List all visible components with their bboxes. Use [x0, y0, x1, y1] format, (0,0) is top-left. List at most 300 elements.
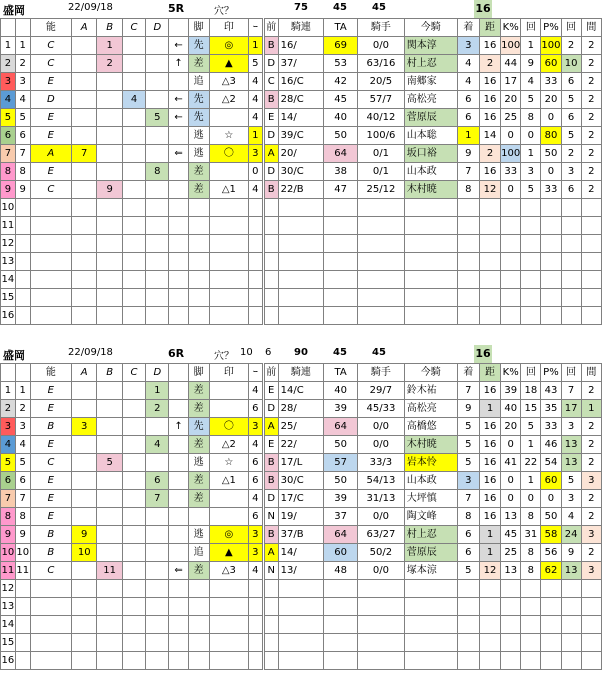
minus-cell[interactable]: 3 — [248, 526, 263, 544]
jockey-rate-cell[interactable]: 22/ — [278, 436, 324, 454]
count-cell[interactable]: 22 — [521, 454, 541, 472]
column-header[interactable]: ｰ — [248, 19, 263, 37]
finish-cell[interactable]: 3 — [457, 37, 479, 55]
cell[interactable] — [209, 634, 248, 652]
distance-cell[interactable]: 1 — [479, 544, 500, 562]
cell[interactable] — [501, 307, 521, 325]
count-cell[interactable]: 5 — [521, 418, 541, 436]
k-percent-cell[interactable]: 25 — [501, 109, 521, 127]
cell[interactable] — [404, 307, 457, 325]
p-percent-cell[interactable]: 58 — [541, 526, 561, 544]
cell[interactable] — [457, 616, 479, 634]
table-row-empty[interactable] — [1, 199, 602, 217]
cell[interactable] — [15, 652, 30, 670]
column-header[interactable]: 騎連 — [278, 19, 324, 37]
jockey-rate-cell[interactable]: 30/C — [278, 163, 324, 181]
minus-cell[interactable]: 4 — [248, 73, 263, 91]
ability-cell[interactable]: E — [30, 127, 71, 145]
p-percent-cell[interactable]: 54 — [541, 454, 561, 472]
mark-cell[interactable] — [209, 400, 248, 418]
finish-cell[interactable]: 5 — [457, 562, 479, 580]
cell[interactable] — [71, 199, 96, 217]
rank-c-cell[interactable] — [122, 55, 145, 73]
cell[interactable] — [521, 616, 541, 634]
finish-cell[interactable]: 8 — [457, 508, 479, 526]
mark-cell[interactable]: △3 — [209, 562, 248, 580]
minus-cell[interactable]: 4 — [248, 436, 263, 454]
jockey-rate-cell[interactable]: 14/ — [278, 109, 324, 127]
ta-cell[interactable]: 57 — [324, 454, 358, 472]
arrow-cell[interactable]: ↑ — [169, 418, 188, 436]
k-percent-cell[interactable]: 17 — [501, 73, 521, 91]
arrow-cell[interactable] — [169, 454, 188, 472]
rank-c-cell[interactable] — [122, 382, 145, 400]
running-style-cell[interactable]: 先 — [188, 91, 209, 109]
horse-number-cell[interactable]: 6 — [15, 472, 30, 490]
count-cell[interactable]: 13 — [561, 454, 581, 472]
cell[interactable] — [188, 253, 209, 271]
rank-b-cell[interactable]: 1 — [97, 37, 122, 55]
k-percent-cell[interactable]: 20 — [501, 418, 521, 436]
cell[interactable] — [97, 616, 122, 634]
cell[interactable] — [541, 271, 561, 289]
count-cell[interactable]: 13 — [561, 562, 581, 580]
cell[interactable] — [501, 235, 521, 253]
arrow-cell[interactable]: ⇐ — [169, 145, 188, 163]
rank-b-cell[interactable] — [97, 163, 122, 181]
rank-b-cell[interactable] — [97, 145, 122, 163]
cell[interactable] — [122, 616, 145, 634]
interval-cell[interactable]: 2 — [581, 436, 601, 454]
waku-cell[interactable]: 5 — [1, 454, 16, 472]
cell[interactable] — [278, 634, 324, 652]
cell[interactable] — [404, 271, 457, 289]
cell[interactable] — [30, 652, 71, 670]
column-header[interactable]: C — [122, 364, 145, 382]
rank-d-cell[interactable] — [146, 55, 169, 73]
count-cell[interactable]: 6 — [561, 109, 581, 127]
table-row[interactable] — [1, 418, 602, 436]
ta-cell[interactable]: 47 — [324, 181, 358, 199]
ability-cell[interactable]: C — [30, 562, 71, 580]
waku-cell[interactable]: 16 — [1, 652, 16, 670]
cell[interactable] — [358, 616, 405, 634]
table-row[interactable] — [1, 91, 602, 109]
cell[interactable] — [30, 271, 71, 289]
rank-a-cell[interactable]: 9 — [71, 526, 96, 544]
horse-number-cell[interactable]: 5 — [15, 454, 30, 472]
count-cell[interactable]: 3 — [561, 490, 581, 508]
column-header[interactable]: D — [146, 364, 169, 382]
cell[interactable] — [581, 598, 601, 616]
rank-c-cell[interactable] — [122, 562, 145, 580]
column-header[interactable]: 回 — [561, 364, 581, 382]
rank-a-cell[interactable] — [71, 55, 96, 73]
cell[interactable] — [97, 217, 122, 235]
ta-cell[interactable]: 40 — [324, 382, 358, 400]
rank-a-cell[interactable] — [71, 37, 96, 55]
current-jockey-cell[interactable]: 山本政 — [404, 472, 457, 490]
horse-number-cell[interactable]: 8 — [15, 163, 30, 181]
count-cell[interactable]: 4 — [521, 73, 541, 91]
rank-a-cell[interactable] — [71, 436, 96, 454]
cell[interactable] — [146, 634, 169, 652]
cell[interactable] — [404, 253, 457, 271]
interval-cell[interactable]: 2 — [581, 73, 601, 91]
ta-cell[interactable]: 50 — [324, 472, 358, 490]
cell[interactable] — [122, 199, 145, 217]
jockey-cell[interactable]: 0/0 — [358, 508, 405, 526]
cell[interactable] — [404, 598, 457, 616]
waku-cell[interactable]: 2 — [1, 400, 16, 418]
cell[interactable] — [324, 271, 358, 289]
k-percent-cell[interactable]: 25 — [501, 544, 521, 562]
interval-cell[interactable]: 1 — [581, 400, 601, 418]
ability-cell[interactable]: E — [30, 436, 71, 454]
distance-cell[interactable]: 1 — [479, 526, 500, 544]
cell[interactable] — [209, 580, 248, 598]
mark-cell[interactable]: 〇 — [209, 418, 248, 436]
running-style-cell[interactable]: 差 — [188, 562, 209, 580]
interval-cell[interactable]: 3 — [581, 526, 601, 544]
jockey-cell[interactable]: 0/0 — [358, 562, 405, 580]
column-header[interactable]: 着 — [457, 19, 479, 37]
cell[interactable] — [15, 580, 30, 598]
cell[interactable] — [278, 598, 324, 616]
count-cell[interactable]: 1 — [521, 37, 541, 55]
horse-number-cell[interactable]: 6 — [15, 127, 30, 145]
waku-cell[interactable]: 11 — [1, 562, 16, 580]
column-header[interactable]: 着 — [457, 364, 479, 382]
cell[interactable] — [188, 598, 209, 616]
jockey-cell[interactable]: 25/12 — [358, 181, 405, 199]
running-style-cell[interactable]: 先 — [188, 109, 209, 127]
cell[interactable] — [122, 634, 145, 652]
cell[interactable] — [358, 634, 405, 652]
interval-cell[interactable]: 2 — [581, 55, 601, 73]
count-cell[interactable]: 5 — [561, 91, 581, 109]
previous-cell[interactable]: B — [263, 37, 278, 55]
rank-c-cell[interactable] — [122, 127, 145, 145]
ta-cell[interactable]: 50 — [324, 436, 358, 454]
cell[interactable] — [248, 199, 263, 217]
column-header[interactable] — [15, 19, 30, 37]
rank-d-cell[interactable] — [146, 562, 169, 580]
cell[interactable] — [209, 652, 248, 670]
distance-cell[interactable]: 2 — [479, 55, 500, 73]
column-header[interactable]: K% — [501, 364, 521, 382]
horse-number-cell[interactable]: 1 — [15, 37, 30, 55]
cell[interactable] — [15, 217, 30, 235]
cell[interactable] — [263, 307, 278, 325]
arrow-cell[interactable]: ↑ — [169, 55, 188, 73]
p-percent-cell[interactable]: 0 — [541, 109, 561, 127]
jockey-rate-cell[interactable]: 19/ — [278, 508, 324, 526]
cell[interactable] — [501, 199, 521, 217]
running-style-cell[interactable]: 差 — [188, 181, 209, 199]
rank-b-cell[interactable] — [97, 109, 122, 127]
k-percent-cell[interactable]: 20 — [501, 91, 521, 109]
column-header[interactable]: 前 — [263, 364, 278, 382]
cell[interactable] — [501, 616, 521, 634]
waku-cell[interactable]: 15 — [1, 289, 16, 307]
cell[interactable] — [71, 652, 96, 670]
current-jockey-cell[interactable]: 関本淳 — [404, 37, 457, 55]
horse-number-cell[interactable]: 7 — [15, 145, 30, 163]
current-jockey-cell[interactable]: 高松亮 — [404, 400, 457, 418]
cell[interactable] — [581, 199, 601, 217]
table-row-empty[interactable] — [1, 271, 602, 289]
column-header[interactable]: 能 — [30, 19, 71, 37]
cell[interactable] — [561, 598, 581, 616]
cell[interactable] — [71, 307, 96, 325]
finish-cell[interactable]: 7 — [457, 490, 479, 508]
column-header[interactable]: K% — [501, 19, 521, 37]
waku-cell[interactable]: 4 — [1, 91, 16, 109]
rank-d-cell[interactable]: 7 — [146, 490, 169, 508]
count-cell[interactable]: 8 — [521, 508, 541, 526]
rank-a-cell[interactable] — [71, 382, 96, 400]
cell[interactable] — [209, 271, 248, 289]
horse-number-cell[interactable]: 3 — [15, 418, 30, 436]
cell[interactable] — [30, 616, 71, 634]
k-percent-cell[interactable]: 0 — [501, 472, 521, 490]
ability-cell[interactable]: E — [30, 109, 71, 127]
cell[interactable] — [324, 652, 358, 670]
horse-number-cell[interactable]: 5 — [15, 109, 30, 127]
cell[interactable] — [278, 580, 324, 598]
minus-cell[interactable]: 0 — [248, 163, 263, 181]
arrow-cell[interactable] — [169, 127, 188, 145]
count-cell[interactable]: 9 — [561, 544, 581, 562]
jockey-cell[interactable]: 31/13 — [358, 490, 405, 508]
cell[interactable] — [457, 598, 479, 616]
cell[interactable] — [15, 307, 30, 325]
previous-cell[interactable]: B — [263, 91, 278, 109]
arrow-cell[interactable]: ← — [169, 91, 188, 109]
cell[interactable] — [146, 289, 169, 307]
ta-cell[interactable]: 64 — [324, 526, 358, 544]
cell[interactable] — [169, 634, 188, 652]
cell[interactable] — [479, 253, 500, 271]
p-percent-cell[interactable]: 20 — [541, 91, 561, 109]
column-header[interactable]: 間 — [581, 364, 601, 382]
table-row-empty[interactable] — [1, 307, 602, 325]
column-header[interactable] — [169, 364, 188, 382]
cell[interactable] — [457, 217, 479, 235]
count-cell[interactable]: 5 — [521, 91, 541, 109]
cell[interactable] — [169, 652, 188, 670]
cell[interactable] — [404, 235, 457, 253]
ability-cell[interactable]: C — [30, 454, 71, 472]
cell[interactable] — [278, 271, 324, 289]
mark-cell[interactable] — [209, 382, 248, 400]
cell[interactable] — [561, 580, 581, 598]
jockey-rate-cell[interactable]: 28/ — [278, 400, 324, 418]
count-cell[interactable]: 7 — [561, 382, 581, 400]
previous-cell[interactable]: C — [263, 73, 278, 91]
cell[interactable] — [521, 307, 541, 325]
cell[interactable] — [521, 652, 541, 670]
distance-cell[interactable]: 16 — [479, 436, 500, 454]
cell[interactable] — [122, 235, 145, 253]
cell[interactable] — [457, 271, 479, 289]
ability-cell[interactable]: B — [30, 526, 71, 544]
distance-cell[interactable]: 16 — [479, 37, 500, 55]
table-row[interactable] — [1, 163, 602, 181]
running-style-cell[interactable]: 差 — [188, 400, 209, 418]
finish-cell[interactable]: 4 — [457, 73, 479, 91]
cell[interactable] — [169, 253, 188, 271]
ta-cell[interactable]: 50 — [324, 127, 358, 145]
cell[interactable] — [71, 253, 96, 271]
cell[interactable] — [457, 235, 479, 253]
arrow-cell[interactable] — [169, 526, 188, 544]
cell[interactable] — [169, 217, 188, 235]
cell[interactable] — [521, 253, 541, 271]
waku-cell[interactable]: 5 — [1, 109, 16, 127]
cell[interactable] — [71, 598, 96, 616]
rank-c-cell[interactable] — [122, 109, 145, 127]
cell[interactable] — [541, 616, 561, 634]
current-jockey-cell[interactable]: 塚本涼 — [404, 562, 457, 580]
cell[interactable] — [209, 235, 248, 253]
running-style-cell[interactable]: 逃 — [188, 454, 209, 472]
rank-b-cell[interactable] — [97, 508, 122, 526]
cell[interactable] — [97, 271, 122, 289]
running-style-cell[interactable]: 差 — [188, 490, 209, 508]
cell[interactable] — [248, 580, 263, 598]
rank-d-cell[interactable]: 1 — [146, 382, 169, 400]
cell[interactable] — [209, 199, 248, 217]
cell[interactable] — [278, 307, 324, 325]
ability-cell[interactable]: C — [30, 37, 71, 55]
cell[interactable] — [324, 580, 358, 598]
column-header[interactable]: 回 — [521, 364, 541, 382]
cell[interactable] — [97, 652, 122, 670]
running-style-cell[interactable]: 差 — [188, 436, 209, 454]
table-row[interactable] — [1, 436, 602, 454]
previous-cell[interactable]: E — [263, 109, 278, 127]
k-percent-cell[interactable]: 33 — [501, 163, 521, 181]
cell[interactable] — [457, 652, 479, 670]
ta-cell[interactable]: 48 — [324, 562, 358, 580]
rank-d-cell[interactable]: 5 — [146, 109, 169, 127]
count-cell[interactable]: 3 — [521, 163, 541, 181]
distance-cell[interactable]: 12 — [479, 181, 500, 199]
column-header[interactable] — [169, 19, 188, 37]
finish-cell[interactable]: 8 — [457, 181, 479, 199]
rank-b-cell[interactable] — [97, 418, 122, 436]
p-percent-cell[interactable]: 62 — [541, 562, 561, 580]
ability-cell[interactable]: C — [30, 55, 71, 73]
mark-cell[interactable]: △1 — [209, 472, 248, 490]
interval-cell[interactable]: 2 — [581, 508, 601, 526]
rank-c-cell[interactable]: 4 — [122, 91, 145, 109]
cell[interactable] — [404, 616, 457, 634]
horse-number-cell[interactable]: 4 — [15, 436, 30, 454]
cell[interactable] — [457, 199, 479, 217]
count-cell[interactable]: 2 — [561, 145, 581, 163]
minus-cell[interactable]: 4 — [248, 490, 263, 508]
distance-cell[interactable]: 16 — [479, 490, 500, 508]
cell[interactable] — [581, 634, 601, 652]
distance-cell[interactable]: 16 — [479, 109, 500, 127]
cell[interactable] — [146, 307, 169, 325]
distance-cell[interactable]: 2 — [479, 145, 500, 163]
waku-cell[interactable]: 13 — [1, 598, 16, 616]
waku-cell[interactable]: 7 — [1, 490, 16, 508]
cell[interactable] — [209, 253, 248, 271]
rank-a-cell[interactable] — [71, 127, 96, 145]
cell[interactable] — [358, 217, 405, 235]
rank-d-cell[interactable] — [146, 127, 169, 145]
distance-cell[interactable]: 16 — [479, 382, 500, 400]
cell[interactable] — [263, 580, 278, 598]
cell[interactable] — [169, 307, 188, 325]
horse-number-cell[interactable]: 10 — [15, 544, 30, 562]
waku-cell[interactable]: 15 — [1, 634, 16, 652]
table-row[interactable] — [1, 127, 602, 145]
previous-cell[interactable]: D — [263, 127, 278, 145]
cell[interactable] — [71, 217, 96, 235]
ability-cell[interactable]: E — [30, 400, 71, 418]
current-jockey-cell[interactable]: 菅原辰 — [404, 544, 457, 562]
distance-cell[interactable]: 16 — [479, 91, 500, 109]
cell[interactable] — [501, 253, 521, 271]
cell[interactable] — [248, 307, 263, 325]
cell[interactable] — [188, 199, 209, 217]
minus-cell[interactable]: 3 — [248, 544, 263, 562]
cell[interactable] — [521, 235, 541, 253]
count-cell[interactable]: 3 — [561, 418, 581, 436]
rank-a-cell[interactable] — [71, 562, 96, 580]
column-header[interactable]: 騎連 — [278, 364, 324, 382]
cell[interactable] — [501, 271, 521, 289]
distance-cell[interactable]: 16 — [479, 163, 500, 181]
cell[interactable] — [358, 271, 405, 289]
table-row-empty[interactable] — [1, 616, 602, 634]
p-percent-cell[interactable]: 80 — [541, 127, 561, 145]
count-cell[interactable]: 5 — [561, 472, 581, 490]
waku-cell[interactable]: 7 — [1, 145, 16, 163]
arrow-cell[interactable] — [169, 544, 188, 562]
jockey-cell[interactable]: 33/3 — [358, 454, 405, 472]
interval-cell[interactable]: 2 — [581, 37, 601, 55]
cell[interactable] — [501, 598, 521, 616]
k-percent-cell[interactable]: 100 — [501, 37, 521, 55]
cell[interactable] — [169, 289, 188, 307]
table-row[interactable] — [1, 544, 602, 562]
cell[interactable] — [581, 307, 601, 325]
rank-d-cell[interactable] — [146, 181, 169, 199]
count-cell[interactable]: 8 — [521, 109, 541, 127]
cell[interactable] — [209, 616, 248, 634]
ability-cell[interactable]: B — [30, 544, 71, 562]
waku-cell[interactable]: 14 — [1, 271, 16, 289]
current-jockey-cell[interactable]: 山本聡 — [404, 127, 457, 145]
count-cell[interactable]: 24 — [561, 526, 581, 544]
cell[interactable] — [278, 652, 324, 670]
column-header[interactable]: 印 — [209, 19, 248, 37]
p-percent-cell[interactable]: 33 — [541, 73, 561, 91]
cell[interactable] — [263, 217, 278, 235]
rank-b-cell[interactable]: 2 — [97, 55, 122, 73]
table-row[interactable] — [1, 400, 602, 418]
jockey-cell[interactable]: 63/27 — [358, 526, 405, 544]
cell[interactable] — [15, 199, 30, 217]
cell[interactable] — [188, 289, 209, 307]
